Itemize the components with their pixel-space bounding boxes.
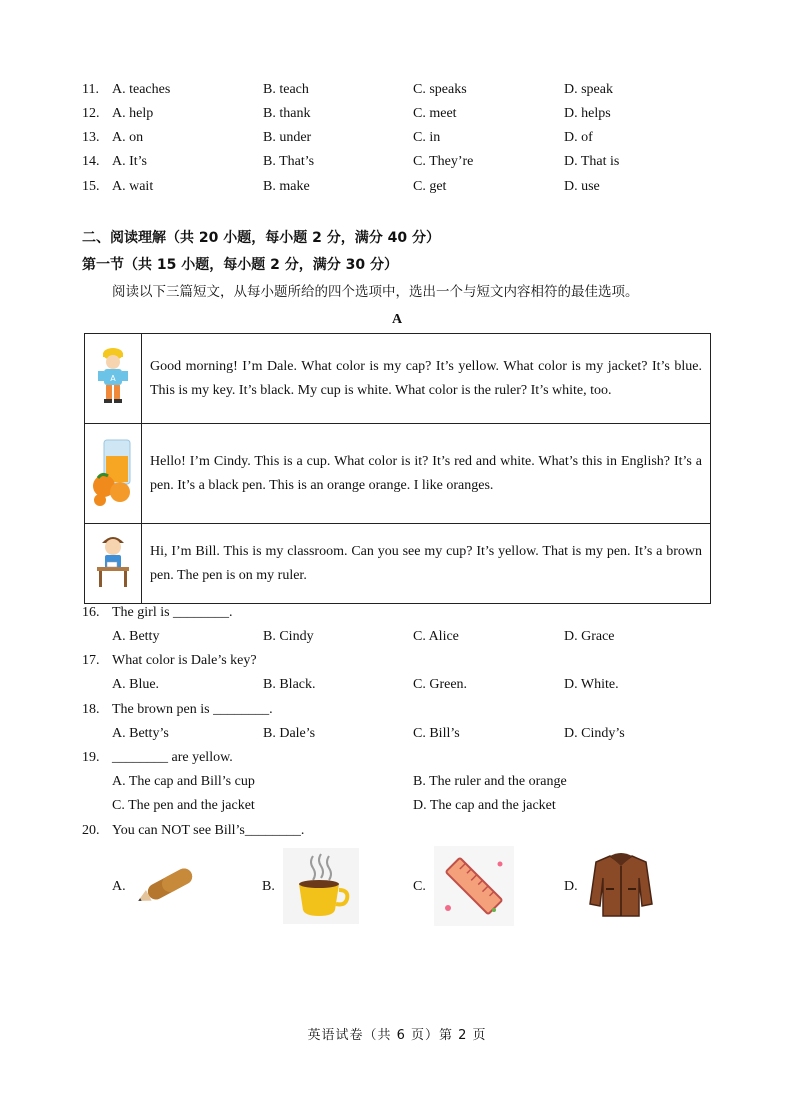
passage-row-bill: [85, 524, 711, 604]
option-d: D. helps: [564, 106, 611, 121]
option-a: A. on: [112, 130, 144, 145]
option-a: A. The cap and Bill’s cup: [112, 774, 255, 789]
ruler-icon: [434, 846, 514, 931]
option-d: D. speak: [564, 82, 613, 97]
option-b: B. The ruler and the orange: [413, 774, 567, 789]
option-c: C. speaks: [413, 82, 467, 97]
boy-at-desk-icon: [85, 524, 142, 604]
question-number: 15.: [82, 179, 100, 194]
option-b-label: B.: [262, 879, 275, 894]
option-a: A. Betty: [112, 629, 160, 644]
question-number: 14.: [82, 154, 100, 169]
option-c: C. Green.: [413, 677, 468, 692]
question-number: 19.: [82, 750, 100, 765]
option-d: D. Cindy’s: [564, 726, 625, 741]
option-a: A. It’s: [112, 154, 147, 169]
option-d: D. Grace: [564, 629, 615, 644]
option-b: B. Cindy: [263, 629, 314, 644]
option-a: A. help: [112, 106, 154, 121]
question-number: 13.: [82, 130, 100, 145]
option-d-label: D.: [564, 879, 578, 894]
option-c: C. The pen and the jacket: [112, 798, 255, 813]
option-c-label: C.: [413, 879, 426, 894]
question-number: 11.: [82, 82, 99, 97]
option-d: D. White.: [564, 677, 619, 692]
option-c: C. meet: [413, 106, 457, 121]
pen-icon: [132, 858, 208, 915]
option-b: B. Black.: [263, 677, 316, 692]
option-b: B. teach: [263, 82, 309, 97]
question-number: 17.: [82, 653, 100, 668]
option-d: D. use: [564, 179, 600, 194]
option-b: B. make: [263, 179, 310, 194]
passage-text: Hello! I’m Cindy. This is a cup. What color is it? It’s red and white. What’s this in English? It’s a pen. It’s a black pen. This is an orange orange. I like oranges.: [142, 424, 711, 524]
option-a: A. wait: [112, 179, 154, 194]
question-number: 18.: [82, 702, 100, 717]
option-d: D. That is: [564, 154, 620, 169]
question-number: 16.: [82, 605, 100, 620]
option-a: A. teaches: [112, 82, 171, 97]
option-d: D. The cap and the jacket: [413, 798, 556, 813]
option-c: C. They’re: [413, 154, 474, 169]
option-a: A. Betty’s: [112, 726, 169, 741]
option-b: B. Dale’s: [263, 726, 316, 741]
oranges-juice-icon: [85, 424, 142, 524]
option-a-label: A.: [112, 879, 126, 894]
page-footer: 英语试卷（共 6 页）第 2 页: [307, 1028, 487, 1043]
option-c: C. Bill’s: [413, 726, 460, 741]
passage-row-cindy: [85, 424, 711, 524]
passage-table: [84, 333, 711, 604]
option-c: C. get: [413, 179, 447, 194]
question-stem: ________ are yellow.: [112, 750, 233, 765]
cup-icon: [283, 848, 359, 929]
question-stem: The girl is ________.: [112, 605, 233, 620]
question-number: 12.: [82, 106, 100, 121]
jacket-icon: [588, 850, 654, 925]
part-title: 第一节（共 15 小题，每小题 2 分，满分 30 分）: [82, 257, 398, 273]
question-stem: What color is Dale’s key?: [112, 653, 257, 668]
question-stem: The brown pen is ________.: [112, 702, 273, 717]
passage-text: Good morning! I’m Dale. What color is my cap? It’s yellow. What color is my jacket? It’s blue. This is my key. It’s black. My cup is white. What color is the ruler? It’s white, too.: [142, 334, 711, 424]
option-d: D. of: [564, 130, 593, 145]
section-title: 二、阅读理解（共 20 小题，每小题 2 分，满分 40 分）: [82, 230, 440, 246]
option-b: B. under: [263, 130, 312, 145]
passage-label: A: [391, 312, 403, 327]
option-c: C. Alice: [413, 629, 459, 644]
boy-yellow-cap-icon: [85, 334, 142, 424]
question-stem: You can NOT see Bill’s________.: [112, 823, 305, 838]
passage-text: Hi, I’m Bill. This is my classroom. Can you see my cup? It’s yellow. That is my pen. It’s a brown pen. The pen is on my ruler.: [142, 524, 711, 604]
svg-text:A: A: [110, 374, 116, 383]
option-b: B. thank: [263, 106, 311, 121]
instructions: 阅读以下三篇短文，从每小题所给的四个选项中，选出一个与短文内容相符的最佳选项。: [112, 284, 639, 300]
option-c: C. in: [413, 130, 441, 145]
question-number: 20.: [82, 823, 100, 838]
passage-row-dale: [85, 334, 711, 424]
option-b: B. That’s: [263, 154, 315, 169]
option-a: A. Blue.: [112, 677, 160, 692]
